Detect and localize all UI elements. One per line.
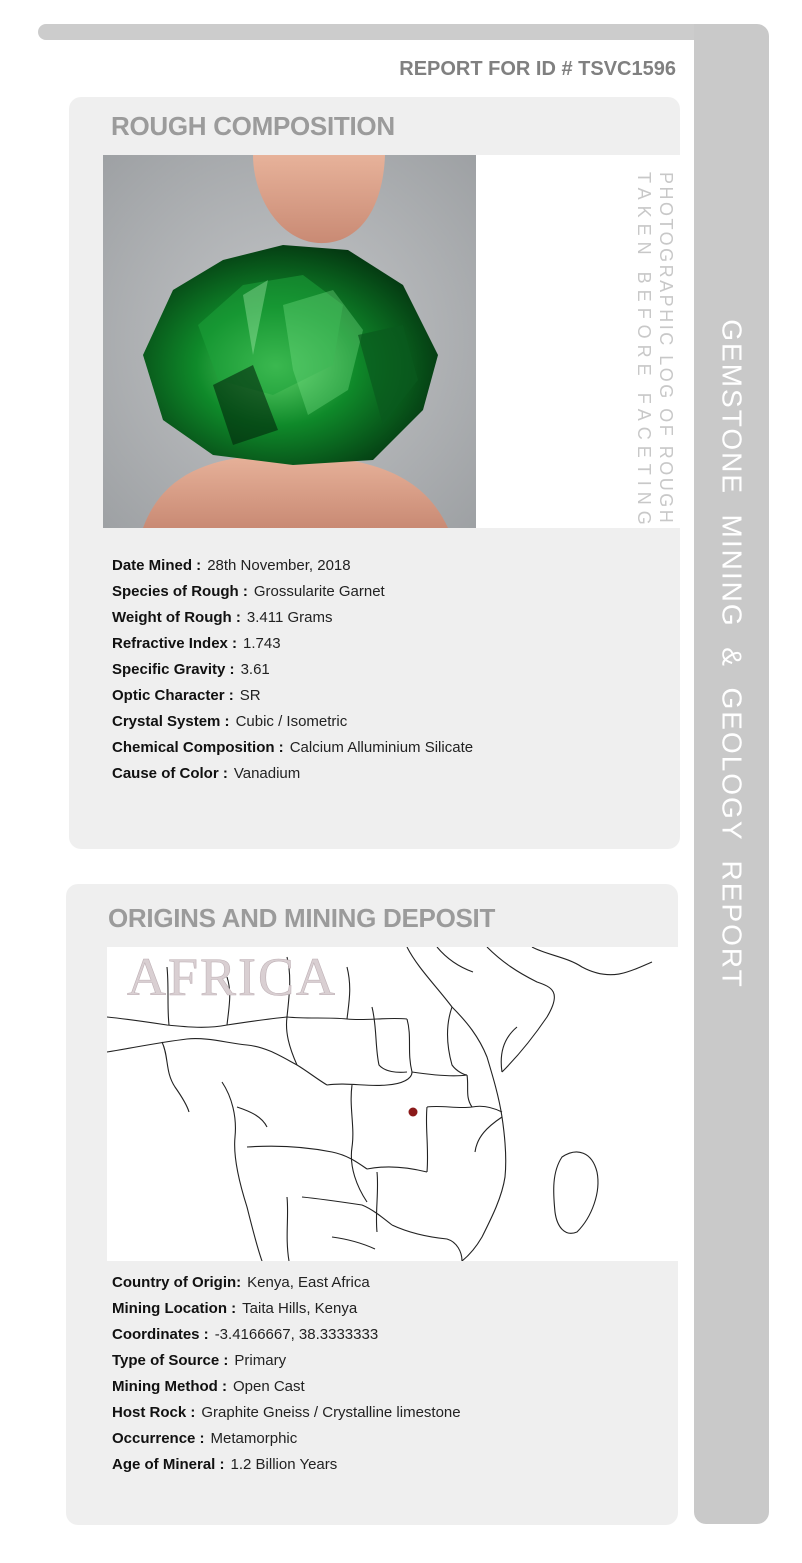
africa-map [107,947,678,1261]
detail-value: Open Cast [232,1378,305,1395]
detail-label: Specific Gravity : [112,661,235,678]
photo-caption-line-2: TAKEN BEFORE FACETING [634,172,654,531]
detail-row [112,712,473,738]
detail-row [112,634,473,660]
rough-composition-title: ROUGH COMPOSITION [111,111,395,141]
detail-row [112,1325,461,1351]
detail-label: Chemical Composition : [112,739,284,756]
detail-value: Grossularite Garnet [253,583,385,600]
detail-value: 1.2 Billion Years [230,1456,338,1473]
detail-value: -3.4166667, 38.3333333 [214,1326,379,1343]
detail-value: Graphite Gneiss / Crystalline limestone [201,1404,461,1421]
side-title [694,24,769,1524]
detail-row [112,1429,461,1455]
rough-stone-photo [103,155,476,528]
detail-row [112,686,473,712]
map-region-label: AFRICA [127,947,338,1007]
detail-label: Mining Location : [112,1300,237,1317]
detail-value: Primary [234,1352,287,1369]
detail-row [112,582,473,608]
top-bar [38,24,738,40]
origin-details-list [112,1273,461,1481]
detail-label: Optic Character : [112,687,234,704]
mine-location-marker [409,1108,418,1117]
rough-details-list [112,556,473,790]
side-title-text: GEMSTONE MINING & GEOLOGY REPORT [716,319,748,989]
photo-caption [632,172,680,531]
detail-value: Metamorphic [210,1430,298,1447]
detail-row [112,1351,461,1377]
detail-row [112,1299,461,1325]
detail-row [112,1273,461,1299]
detail-label: Refractive Index : [112,635,238,652]
detail-value: Vanadium [233,765,301,782]
detail-row [112,608,473,634]
photo-caption-line-1: PHOTOGRAPHIC LOG OF ROUGH [656,172,676,526]
detail-value: 1.743 [243,635,281,652]
detail-label: Age of Mineral : [112,1456,225,1473]
detail-row [112,660,473,686]
detail-value: SR [239,687,261,704]
detail-value: Taita Hills, Kenya [242,1300,358,1317]
report-id: REPORT FOR ID # TSVC1596 [399,58,676,80]
detail-label: Occurrence : [112,1430,205,1447]
detail-row [112,1455,461,1481]
detail-row [112,1377,461,1403]
detail-label: Species of Rough : [112,583,248,600]
detail-row [112,556,473,582]
detail-row [112,764,473,790]
detail-label: Host Rock : [112,1404,196,1421]
detail-row [112,738,473,764]
detail-value: 3.61 [240,661,270,678]
detail-value: Kenya, East Africa [247,1274,370,1291]
detail-label: Crystal System : [112,713,230,730]
detail-label: Type of Source : [112,1352,229,1369]
detail-value: Calcium Alluminium Silicate [289,739,474,756]
detail-label: Mining Method : [112,1378,227,1395]
detail-label: Coordinates : [112,1326,209,1343]
detail-label: Cause of Color : [112,765,228,782]
detail-value: Cubic / Isometric [235,713,348,730]
detail-label: Weight of Rough : [112,609,241,626]
origins-title: ORIGINS AND MINING DEPOSIT [108,903,496,933]
detail-label: Date Mined : [112,557,202,574]
detail-row [112,1403,461,1429]
detail-label: Country of Origin: [112,1274,242,1291]
detail-value: 3.411 Grams [246,609,333,626]
detail-value: 28th November, 2018 [207,557,351,574]
